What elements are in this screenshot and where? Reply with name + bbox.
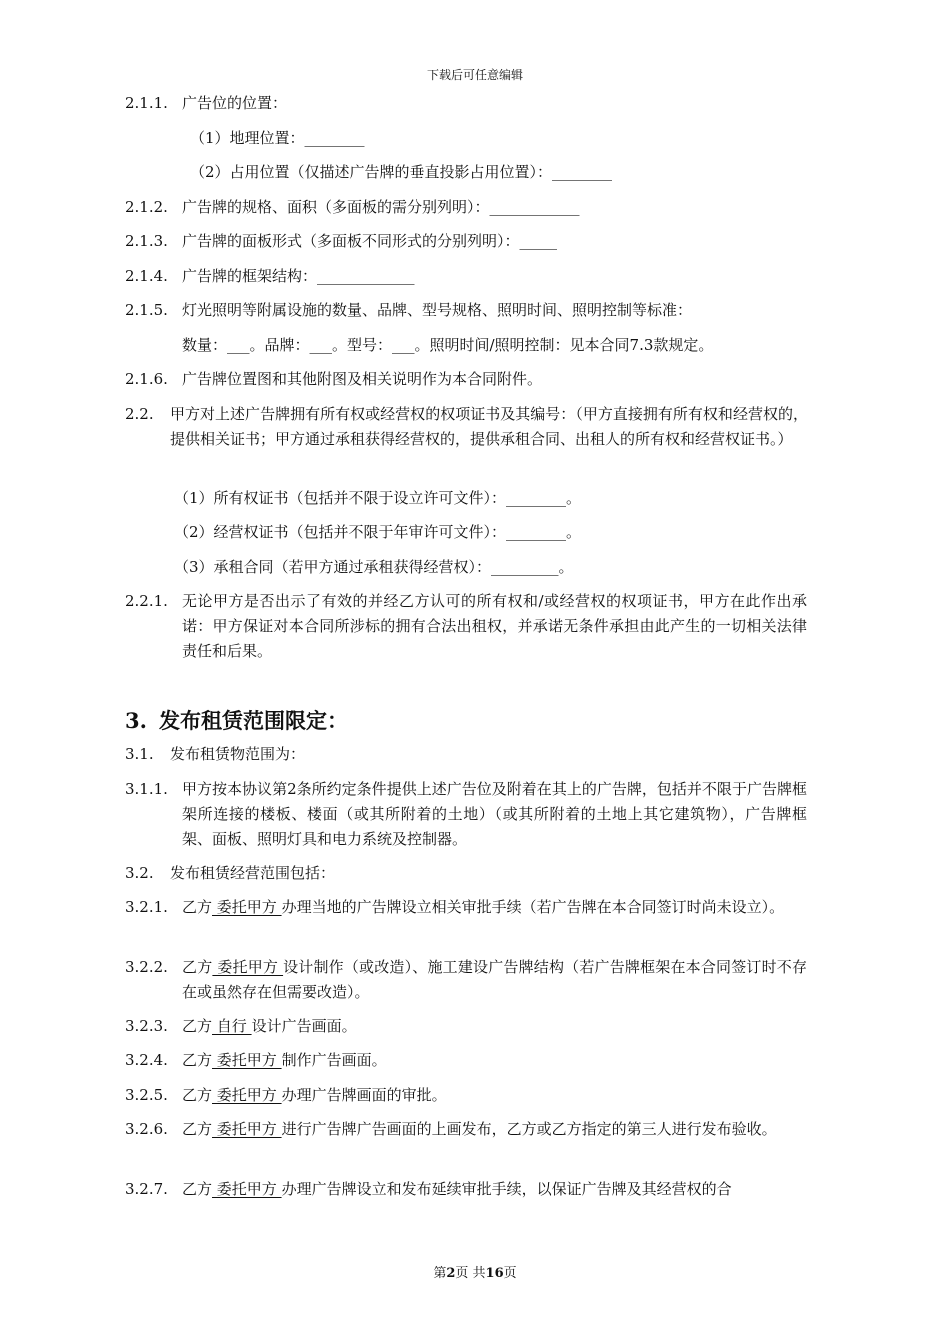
clause-number: 2.1.4. — [125, 267, 168, 285]
clause-number: 3.2.1. — [125, 898, 168, 916]
clause-text: 广告牌位置图和其他附图及相关说明作为本合同附件。 — [182, 370, 543, 388]
clause-text: 广告位的位置： — [182, 94, 288, 112]
clause-text — [182, 1083, 447, 1108]
footer-text: 页 共 — [455, 1266, 486, 1281]
clause-body: 办理广告牌画面的审批。 — [281, 1086, 447, 1104]
clause-subitem: （2）经营权证书（包括并不限于年审许可文件）：________。 — [174, 523, 582, 541]
page-number: 2 — [446, 1266, 456, 1281]
clause-text: 发布租赁经营范围包括： — [170, 864, 336, 882]
clause-subitem: 数量：___。品牌：___。型号：___。照明时间/照明控制：见本合同7.3款规定。 — [182, 336, 714, 354]
clause-number: 3.2.6. — [125, 1120, 168, 1138]
clause-subitem: （1）所有权证书（包括并不限于设立许可文件）：________。 — [174, 489, 582, 507]
underlined-term: 委托甲方 — [212, 1120, 282, 1138]
total-pages: 16 — [485, 1266, 504, 1281]
clause-body: 设计广告画面。 — [251, 1017, 357, 1035]
party-name: 乙方 — [182, 958, 213, 976]
page-footer — [0, 1262, 950, 1281]
clause-subitem: （1）地理位置：________ — [190, 129, 365, 147]
clause-subitem: （3）承租合同（若甲方通过承租获得经营权）：_________。 — [174, 558, 574, 576]
clause-number: 2.2.1. — [125, 592, 168, 610]
footer-text: 页 — [503, 1266, 517, 1281]
clause-number: 2.1.1. — [125, 94, 168, 112]
party-name: 乙方 — [182, 1086, 213, 1104]
clause-number: 2.1.6. — [125, 370, 168, 388]
clause-text — [182, 955, 807, 1005]
clause-text: 甲方对上述广告牌拥有所有权或经营权的权项证书及其编号：（甲方直接拥有所有权和经营权的，提供相关证书；甲方通过承租获得经营权的，提供承租合同、出租人的所有权和经营权证书。） — [170, 405, 808, 448]
party-name: 乙方 — [182, 1017, 213, 1035]
clause-text — [182, 1177, 732, 1202]
clause-text: 发布租赁物范围为： — [170, 745, 306, 763]
underlined-term: 委托甲方 — [212, 898, 282, 916]
clause-number: 3.2.5. — [125, 1086, 168, 1104]
clause-number: 3.2.2. — [125, 958, 168, 976]
section-title: 发布租赁范围限定： — [159, 708, 348, 733]
party-name: 乙方 — [182, 1051, 213, 1069]
clause-text: 灯光照明等附属设施的数量、品牌、型号规格、照明时间、照明控制等标准： — [182, 301, 693, 319]
clause-text — [182, 1014, 357, 1039]
clause-body: 办理当地的广告牌设立相关审批手续（若广告牌在本合同签订时尚未设立）。 — [281, 898, 785, 916]
clause-number: 3.1. — [125, 745, 154, 763]
clause-text — [182, 895, 807, 920]
page-header: 下载后可任意编辑 — [426, 68, 523, 82]
footer-text: 第 — [433, 1266, 447, 1281]
clause-number: 3.2.7. — [125, 1180, 168, 1198]
clause-text: 无论甲方是否出示了有效的并经乙方认可的所有权和/或经营权的权项证书，甲方在此作出承诺：甲方保证对本合同所涉标的拥有合法出租权，并承诺无条件承担由此产生的一切相关法律责任和后果。 — [182, 592, 807, 660]
clause-body: 进行广告牌广告画面的上画发布，乙方或乙方指定的第三人进行发布验收。 — [281, 1120, 777, 1138]
clause-number: 2.2. — [125, 405, 154, 423]
clause-number: 3.2.4. — [125, 1051, 168, 1069]
clause-text: 广告牌的面板形式（多面板不同形式的分别列明）：_____ — [182, 232, 558, 250]
party-name: 乙方 — [182, 1120, 213, 1138]
clause-number: 3.2.3. — [125, 1017, 168, 1035]
section-number: 3. — [125, 708, 147, 733]
clause-text — [182, 1117, 807, 1142]
clause-text — [182, 1048, 387, 1073]
underlined-term: 委托甲方 — [212, 1051, 282, 1069]
clause-body: 设计制作（或改造）、施工建设广告牌结构（若广告牌框架在本合同签订时不存在或虽然存在但需要改造）。 — [182, 958, 807, 1001]
clause-number: 2.1.2. — [125, 198, 168, 216]
party-name: 乙方 — [182, 1180, 213, 1198]
section-heading — [125, 705, 348, 735]
clause-text: 甲方按本协议第2条所约定条件提供上述广告位及附着在其上的广告牌，包括并不限于广告牌框架所连接的楼板、楼面（或其所附着的土地）（或其所附着的土地上其它建筑物），广告牌框架、面板、照明灯具和电力系统及控制器。 — [182, 780, 807, 848]
underlined-term: 委托甲方 — [212, 1086, 282, 1104]
clause-text: 广告牌的规格、面积（多面板的需分别列明）：____________ — [182, 198, 580, 216]
underlined-term: 委托甲方 — [212, 958, 284, 976]
clause-number: 3.1.1. — [125, 780, 168, 798]
clause-body: 制作广告画面。 — [281, 1051, 387, 1069]
party-name: 乙方 — [182, 898, 213, 916]
underlined-term: 委托甲方 — [212, 1180, 282, 1198]
clause-text: 广告牌的框架结构：_____________ — [182, 267, 415, 285]
clause-number: 3.2. — [125, 864, 154, 882]
clause-number: 2.1.5. — [125, 301, 168, 319]
underlined-term: 自行 — [212, 1017, 252, 1035]
clause-subitem: （2）占用位置（仅描述广告牌的垂直投影占用位置）：________ — [190, 163, 613, 181]
clause-number: 2.1.3. — [125, 232, 168, 250]
clause-body: 办理广告牌设立和发布延续审批手续，以保证广告牌及其经营权的合 — [281, 1180, 732, 1198]
